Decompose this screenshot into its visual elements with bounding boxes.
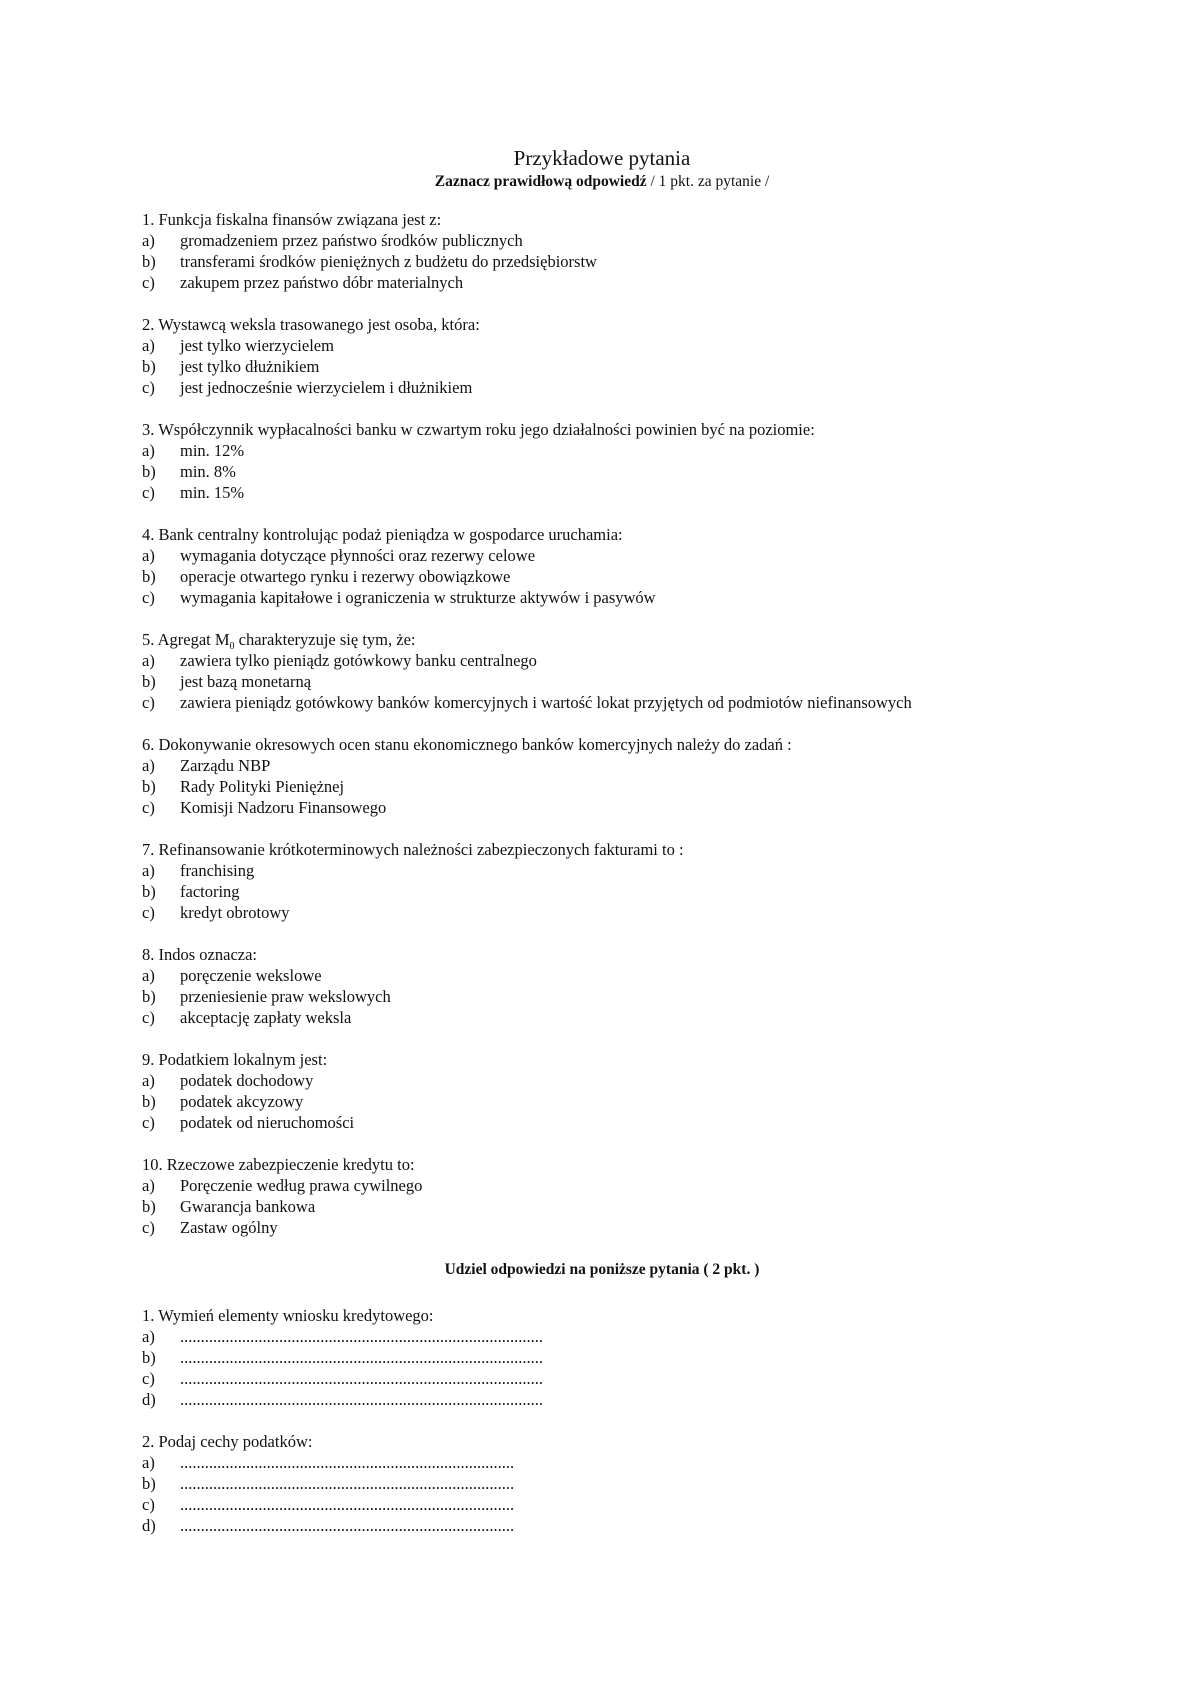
line-label: b) <box>142 1348 156 1367</box>
question-text: 2. Wystawcą weksla trasowanego jest osoba, która: <box>142 315 480 334</box>
answer-line[interactable] <box>142 1326 1062 1347</box>
line-label: c) <box>142 1369 155 1388</box>
open-questions-section <box>142 1305 1062 1536</box>
dotted-line: ........................................................................................ <box>180 1327 543 1346</box>
line-label: a) <box>142 1327 155 1346</box>
option-text: podatek akcyzowy <box>180 1092 304 1111</box>
question-text-end: charakteryzuje się tym, że: <box>234 630 416 649</box>
option-label: c) <box>142 1113 155 1132</box>
answer-line[interactable] <box>142 1494 1062 1515</box>
option-text: Poręczenie według prawa cywilnego <box>180 1176 423 1195</box>
question-4 <box>142 524 1062 608</box>
answer-option <box>142 797 1062 818</box>
answer-option <box>142 272 1062 293</box>
option-text: min. 8% <box>180 462 236 481</box>
page-title: Przykładowe pytania <box>513 146 691 170</box>
option-text: poręczenie wekslowe <box>180 966 322 985</box>
document-page <box>142 142 1062 1557</box>
option-text: jest tylko wierzycielem <box>180 336 334 355</box>
option-label: c) <box>142 798 155 817</box>
option-label: a) <box>142 1071 155 1090</box>
answer-option <box>142 986 1062 1007</box>
answer-option <box>142 1217 1062 1238</box>
subtitle-instruction: Zaznacz prawidłową odpowiedź <box>434 173 647 190</box>
dotted-line: ................................................................................. <box>180 1495 515 1514</box>
option-text: operacje otwartego rynku i rezerwy obowiązkowe <box>180 567 511 586</box>
answer-option <box>142 692 1062 713</box>
dotted-line: ........................................................................................ <box>180 1390 543 1409</box>
line-label: d) <box>142 1516 156 1535</box>
option-text: franchising <box>180 861 255 880</box>
answer-option <box>142 587 1062 608</box>
answer-line[interactable] <box>142 1389 1062 1410</box>
answer-option <box>142 440 1062 461</box>
question-10 <box>142 1154 1062 1238</box>
option-text: jest jednocześnie wierzycielem i dłużnikiem <box>180 378 473 397</box>
answer-option <box>142 965 1062 986</box>
answer-option <box>142 482 1062 503</box>
option-label: a) <box>142 756 155 775</box>
option-label: c) <box>142 588 155 607</box>
question-text-start: 5. Agregat M <box>142 630 230 649</box>
option-label: b) <box>142 462 156 481</box>
question-text: 3. Współczynnik wypłacalności banku w czwartym roku jego działalności powinien być na poziomie: <box>142 420 815 439</box>
option-text: jest bazą monetarną <box>180 672 312 691</box>
option-text: Gwarancja bankowa <box>180 1197 316 1216</box>
question-6 <box>142 734 1062 818</box>
option-label: c) <box>142 273 155 292</box>
question-text <box>142 629 1062 650</box>
dotted-line: ................................................................................. <box>180 1474 515 1493</box>
answer-option <box>142 335 1062 356</box>
line-label: a) <box>142 1453 155 1472</box>
option-text: gromadzeniem przez państwo środków publicznych <box>180 231 523 250</box>
answer-option <box>142 671 1062 692</box>
option-text: zawiera pieniądz gotówkowy banków komercyjnych i wartość lokat przyjętych od podmiotów niefinansowych <box>180 693 912 712</box>
answer-option <box>142 356 1062 377</box>
option-text: zawiera tylko pieniądz gotówkowy banku centralnego <box>180 651 537 670</box>
answer-option <box>142 230 1062 251</box>
option-label: b) <box>142 777 156 796</box>
subtitle-points: / 1 pkt. za pytanie / <box>646 173 770 190</box>
option-label: c) <box>142 903 155 922</box>
option-text: min. 15% <box>180 483 245 502</box>
answer-option <box>142 881 1062 902</box>
answer-line[interactable] <box>142 1368 1062 1389</box>
option-text: wymagania dotyczące płynności oraz rezerwy celowe <box>180 546 536 565</box>
option-label: c) <box>142 483 155 502</box>
question-text: 8. Indos oznacza: <box>142 945 257 964</box>
line-label: c) <box>142 1495 155 1514</box>
answer-option <box>142 251 1062 272</box>
answer-option <box>142 1175 1062 1196</box>
option-text: Zarządu NBP <box>180 756 271 775</box>
multiple-choice-section <box>142 209 1062 1238</box>
answer-option <box>142 1007 1062 1028</box>
option-label: c) <box>142 1218 155 1237</box>
answer-line[interactable] <box>142 1452 1062 1473</box>
answer-option <box>142 902 1062 923</box>
line-label: b) <box>142 1474 156 1493</box>
answer-option <box>142 461 1062 482</box>
option-label: a) <box>142 336 155 355</box>
option-label: b) <box>142 1197 156 1216</box>
option-label: a) <box>142 546 155 565</box>
option-label: a) <box>142 861 155 880</box>
question-7 <box>142 839 1062 923</box>
question-text: 9. Podatkiem lokalnym jest: <box>142 1050 328 1069</box>
answer-option <box>142 1112 1062 1133</box>
open-question-1 <box>142 1305 1062 1410</box>
page-subtitle <box>142 172 1062 191</box>
option-text: kredyt obrotowy <box>180 903 290 922</box>
option-label: a) <box>142 651 155 670</box>
question-1 <box>142 209 1062 293</box>
question-3 <box>142 419 1062 503</box>
answer-option <box>142 650 1062 671</box>
option-label: a) <box>142 1176 155 1195</box>
dotted-line: ................................................................................. <box>180 1516 515 1535</box>
question-text: 1. Funkcja fiskalna finansów związana jest z: <box>142 210 442 229</box>
answer-option <box>142 1091 1062 1112</box>
option-text: Komisji Nadzoru Finansowego <box>180 798 387 817</box>
answer-option <box>142 776 1062 797</box>
question-5 <box>142 629 1062 713</box>
question-text: 1. Wymień elementy wniosku kredytowego: <box>142 1306 434 1325</box>
answer-option <box>142 377 1062 398</box>
option-label: a) <box>142 966 155 985</box>
answer-option <box>142 566 1062 587</box>
option-label: c) <box>142 693 155 712</box>
option-label: b) <box>142 567 156 586</box>
question-text: 4. Bank centralny kontrolując podaż pieniądza w gospodarce uruchamia: <box>142 525 623 544</box>
option-label: c) <box>142 1008 155 1027</box>
answer-option <box>142 1196 1062 1217</box>
option-label: a) <box>142 231 155 250</box>
option-text: przeniesienie praw wekslowych <box>180 987 391 1006</box>
option-text: Zastaw ogólny <box>180 1218 278 1237</box>
answer-option <box>142 860 1062 881</box>
question-text: 6. Dokonywanie okresowych ocen stanu ekonomicznego banków komercyjnych należy do zadań : <box>142 735 792 754</box>
question-9 <box>142 1049 1062 1133</box>
answer-line[interactable] <box>142 1473 1062 1494</box>
option-label: b) <box>142 882 156 901</box>
option-text: wymagania kapitałowe i ograniczenia w strukturze aktywów i pasywów <box>180 588 656 607</box>
option-text: factoring <box>180 882 240 901</box>
answer-line[interactable] <box>142 1347 1062 1368</box>
question-text: 7. Refinansowanie krótkoterminowych należności zabezpieczonych fakturami to : <box>142 840 684 859</box>
question-text: 2. Podaj cechy podatków: <box>142 1432 313 1451</box>
subscript-zero: 0 <box>229 641 235 652</box>
option-text: transferami środków pieniężnych z budżetu do przedsiębiorstw <box>180 252 597 271</box>
option-text: min. 12% <box>180 441 245 460</box>
option-text: Rady Polityki Pieniężnej <box>180 777 345 796</box>
answer-option <box>142 1070 1062 1091</box>
open-questions-heading: Udziel odpowiedzi na poniższe pytania ( 2 pkt. ) <box>444 1261 760 1278</box>
option-text: podatek dochodowy <box>180 1071 314 1090</box>
option-label: b) <box>142 252 156 271</box>
line-label: d) <box>142 1390 156 1409</box>
option-label: c) <box>142 378 155 397</box>
option-label: b) <box>142 672 156 691</box>
answer-option <box>142 545 1062 566</box>
question-8 <box>142 944 1062 1028</box>
dotted-line: ........................................................................................ <box>180 1369 543 1388</box>
dotted-line: ................................................................................. <box>180 1453 515 1472</box>
open-question-2 <box>142 1431 1062 1536</box>
question-text: 10. Rzeczowe zabezpieczenie kredytu to: <box>142 1155 415 1174</box>
dotted-line: ........................................................................................ <box>180 1348 543 1367</box>
option-text: akceptację zapłaty weksla <box>180 1008 352 1027</box>
option-text: zakupem przez państwo dóbr materialnych <box>180 273 464 292</box>
option-label: b) <box>142 357 156 376</box>
answer-line[interactable] <box>142 1515 1062 1536</box>
answer-option <box>142 755 1062 776</box>
question-2 <box>142 314 1062 398</box>
option-label: b) <box>142 1092 156 1111</box>
option-label: b) <box>142 987 156 1006</box>
option-text: jest tylko dłużnikiem <box>180 357 320 376</box>
option-label: a) <box>142 441 155 460</box>
option-text: podatek od nieruchomości <box>180 1113 355 1132</box>
